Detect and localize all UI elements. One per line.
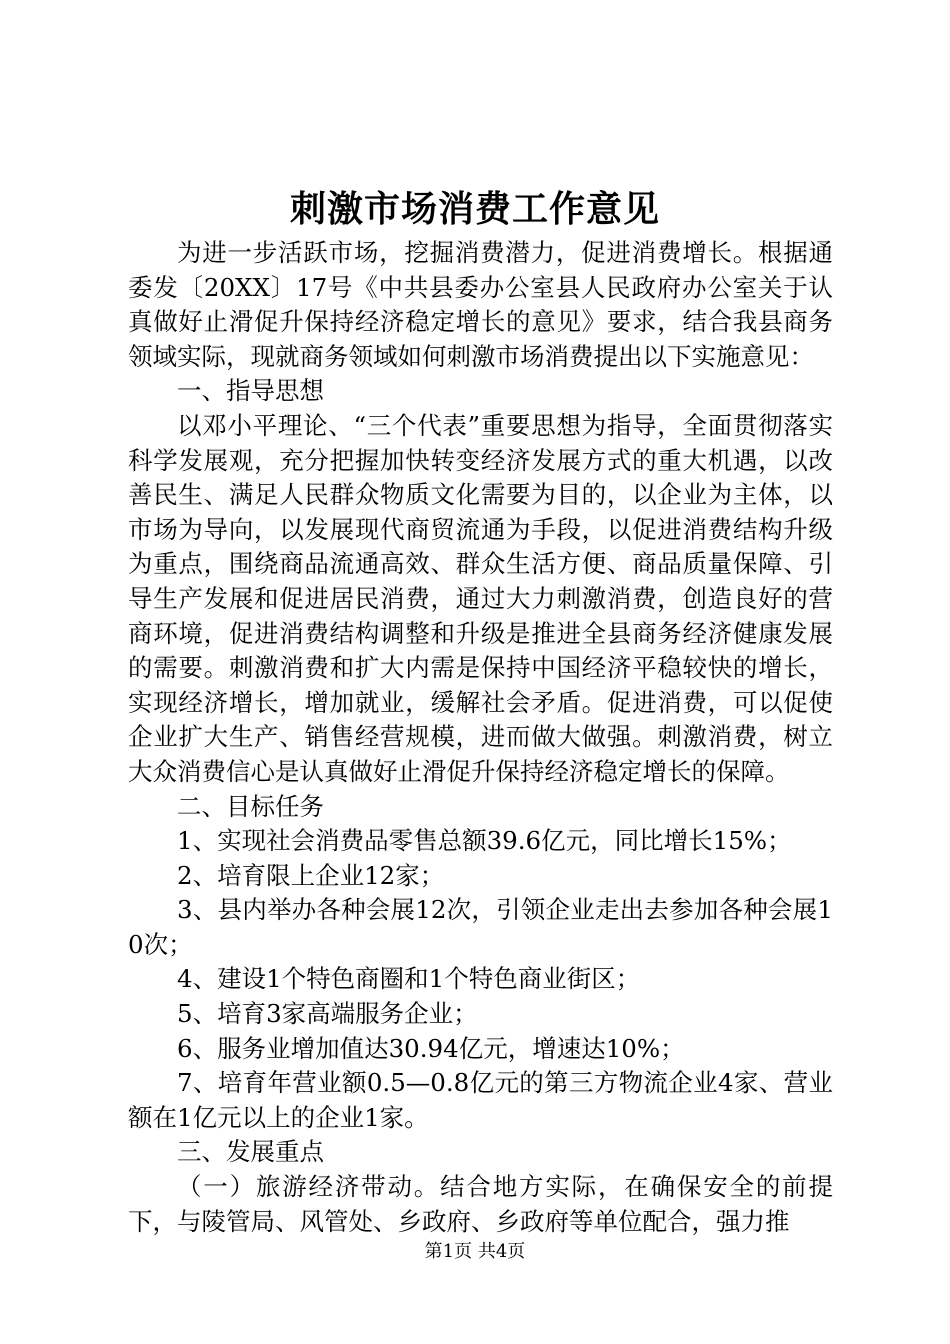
section-heading-guiding-ideology: 一、指导思想 bbox=[177, 376, 324, 406]
key-area-1-paragraph: （一）旅游经济带动。结合地方实际，在确保安全的前提下，与陵管局、风管处、乡政府、乡政府等单位配合，强力推 bbox=[128, 1172, 833, 1236]
document-body bbox=[128, 236, 833, 1239]
goal-item-4: 4、建设1个特色商圈和1个特色商业街区； bbox=[177, 964, 641, 994]
document-title: 刺激市场消费工作意见 bbox=[289, 188, 660, 230]
goal-item-7: 7、培育年营业额0.5—0.8亿元的第三方物流企业4家、营业额在1亿元以上的企业1家。 bbox=[128, 1068, 833, 1132]
goal-item-1: 1、实现社会消费品零售总额39.6亿元，同比增长15%； bbox=[177, 826, 792, 856]
goal-item-3: 3、县内举办各种会展12次，引领企业走出去参加各种会展10次； bbox=[128, 895, 833, 959]
goal-item-6: 6、服务业增加值达30.94亿元，增速达10%； bbox=[177, 1033, 685, 1063]
guiding-ideology-paragraph: 以邓小平理论、“三个代表”重要思想为指导，全面贯彻落实科学发展观，充分把握加快转变经济发展方式的重大机遇，以改善民生、满足人民群众物质文化需要为目的，以企业为主体，以市场为导向，以发展现代商贸流通为手段，以促进消费结构升级为重点，围绕商品流通高效、群众生活方便、商品质量保障、引导生产发展和促进居民消费，通过大力刺激消费，创造良好的营商环境，促进消费结构调整和升级是推进全县商务经济健康发展的需要。刺激消费和扩大内需是保持中国经济平稳较快的增长，实现经济增长，增加就业，缓解社会矛盾。促进消费，可以促使企业扩大生产、销售经营规模，进而做大做强。刺激消费，树立大众消费信心是认真做好止滑促升保持经济稳定增长的保障。 bbox=[128, 410, 833, 786]
section-heading-key-areas: 三、发展重点 bbox=[177, 1137, 324, 1167]
goal-item-5: 5、培育3家高端服务企业； bbox=[177, 999, 478, 1029]
goal-item-2: 2、培育限上企业12家； bbox=[177, 860, 445, 890]
section-heading-goals: 二、目标任务 bbox=[177, 791, 324, 821]
page-footer: 第1页 共4页 bbox=[424, 1241, 526, 1262]
intro-paragraph: 为进一步活跃市场，挖掘消费潜力，促进消费增长。根据通委发〔20XX〕17号《中共县委办公室县人民政府办公室关于认真做好止滑促升保持经济稳定增长的意见》要求，结合我县商务领域实际，现就商务领域如何刺激市场消费提出以下实施意见： bbox=[128, 238, 833, 371]
